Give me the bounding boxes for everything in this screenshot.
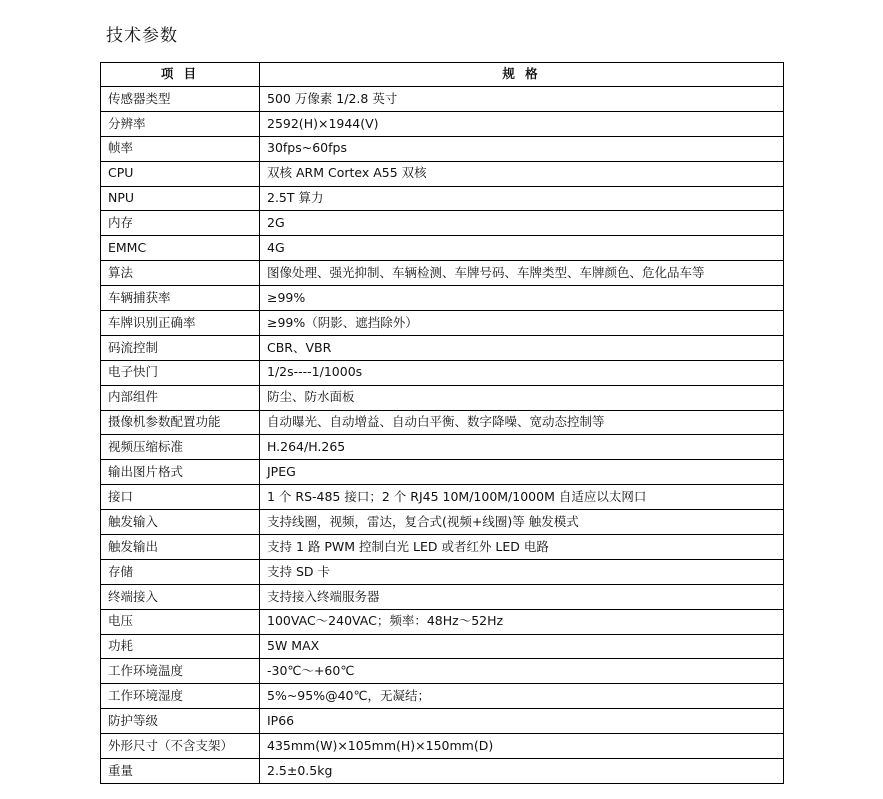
row-spec-cell: 5W MAX bbox=[260, 634, 784, 659]
table-row bbox=[101, 360, 784, 385]
table-row bbox=[101, 311, 784, 336]
row-item-cell: 电压 bbox=[101, 609, 260, 634]
table-row bbox=[101, 584, 784, 609]
row-spec-cell: H.264/H.265 bbox=[260, 435, 784, 460]
table-row bbox=[101, 186, 784, 211]
row-spec-cell: 2.5T 算力 bbox=[260, 186, 784, 211]
row-spec-cell: 防尘、防水面板 bbox=[260, 385, 784, 410]
row-spec-cell: JPEG bbox=[260, 460, 784, 485]
row-spec-cell: 支持线圈，视频，雷达，复合式(视频+线圈)等 触发模式 bbox=[260, 510, 784, 535]
row-spec-cell: 100VAC～240VAC；频率：48Hz～52Hz bbox=[260, 609, 784, 634]
row-spec-cell: 自动曝光、自动增益、自动白平衡、数字降噪、宽动态控制等 bbox=[260, 410, 784, 435]
row-spec-cell: CBR、VBR bbox=[260, 335, 784, 360]
row-item-cell: 存储 bbox=[101, 559, 260, 584]
table-header-row bbox=[101, 63, 784, 87]
row-spec-cell: 2592(H)×1944(V) bbox=[260, 111, 784, 136]
table-row bbox=[101, 759, 784, 784]
table-row bbox=[101, 510, 784, 535]
row-spec-cell: 4G bbox=[260, 236, 784, 261]
table-row bbox=[101, 535, 784, 560]
row-item-cell: 分辨率 bbox=[101, 111, 260, 136]
row-item-cell: 车辆捕获率 bbox=[101, 286, 260, 311]
table-row bbox=[101, 286, 784, 311]
row-spec-cell: 双核 ARM Cortex A55 双核 bbox=[260, 161, 784, 186]
row-spec-cell: 30fps~60fps bbox=[260, 136, 784, 161]
table-row bbox=[101, 335, 784, 360]
header-item: 项 目 bbox=[101, 63, 260, 87]
row-item-cell: 终端接入 bbox=[101, 584, 260, 609]
row-spec-cell: 2.5±0.5kg bbox=[260, 759, 784, 784]
table-row bbox=[101, 211, 784, 236]
row-item-cell: 工作环境湿度 bbox=[101, 684, 260, 709]
table-row bbox=[101, 634, 784, 659]
row-item-cell: 接口 bbox=[101, 485, 260, 510]
row-item-cell: 输出图片格式 bbox=[101, 460, 260, 485]
row-item-cell: 摄像机参数配置功能 bbox=[101, 410, 260, 435]
row-spec-cell: 支持 1 路 PWM 控制白光 LED 或者红外 LED 电路 bbox=[260, 535, 784, 560]
table-row bbox=[101, 136, 784, 161]
row-spec-cell: 1/2s----1/1000s bbox=[260, 360, 784, 385]
table-row bbox=[101, 460, 784, 485]
row-item-cell: 内存 bbox=[101, 211, 260, 236]
header-spec: 规 格 bbox=[260, 63, 784, 87]
row-item-cell: 重量 bbox=[101, 759, 260, 784]
row-item-cell: 帧率 bbox=[101, 136, 260, 161]
table-row bbox=[101, 111, 784, 136]
row-item-cell: 电子快门 bbox=[101, 360, 260, 385]
row-item-cell: 内部组件 bbox=[101, 385, 260, 410]
row-spec-cell: 支持 SD 卡 bbox=[260, 559, 784, 584]
table-row bbox=[101, 236, 784, 261]
row-spec-cell: 支持接入终端服务器 bbox=[260, 584, 784, 609]
table-row bbox=[101, 261, 784, 286]
row-item-cell: 外形尺寸（不含支架） bbox=[101, 734, 260, 759]
row-spec-cell: 435mm(W)×105mm(H)×150mm(D) bbox=[260, 734, 784, 759]
table-row bbox=[101, 684, 784, 709]
row-item-cell: CPU bbox=[101, 161, 260, 186]
row-item-cell: 车牌识别正确率 bbox=[101, 311, 260, 336]
row-item-cell: 功耗 bbox=[101, 634, 260, 659]
row-item-cell: 触发输入 bbox=[101, 510, 260, 535]
table-row bbox=[101, 435, 784, 460]
row-spec-cell: 图像处理、强光抑制、车辆检测、车牌号码、车牌类型、车牌颜色、危化品车等 bbox=[260, 261, 784, 286]
row-spec-cell: 5%~95%@40℃，无凝结； bbox=[260, 684, 784, 709]
row-spec-cell: IP66 bbox=[260, 709, 784, 734]
row-item-cell: 防护等级 bbox=[101, 709, 260, 734]
row-item-cell: 视频压缩标准 bbox=[101, 435, 260, 460]
row-spec-cell: 1 个 RS-485 接口；2 个 RJ45 10M/100M/1000M 自适应以太网口 bbox=[260, 485, 784, 510]
row-item-cell: NPU bbox=[101, 186, 260, 211]
table-body bbox=[101, 87, 784, 784]
table-row bbox=[101, 709, 784, 734]
table-row bbox=[101, 559, 784, 584]
row-spec-cell: ≥99% bbox=[260, 286, 784, 311]
table-row bbox=[101, 485, 784, 510]
row-item-cell: 工作环境温度 bbox=[101, 659, 260, 684]
table-row bbox=[101, 410, 784, 435]
row-item-cell: 触发输出 bbox=[101, 535, 260, 560]
table-row bbox=[101, 87, 784, 112]
row-spec-cell: 2G bbox=[260, 211, 784, 236]
row-item-cell: 传感器类型 bbox=[101, 87, 260, 112]
table-row bbox=[101, 659, 784, 684]
table-row bbox=[101, 609, 784, 634]
spec-table bbox=[100, 62, 784, 784]
table-row bbox=[101, 734, 784, 759]
page-title: 技术参数 bbox=[106, 26, 178, 46]
table-row bbox=[101, 385, 784, 410]
row-item-cell: 算法 bbox=[101, 261, 260, 286]
row-spec-cell: -30℃～+60℃ bbox=[260, 659, 784, 684]
row-item-cell: EMMC bbox=[101, 236, 260, 261]
row-item-cell: 码流控制 bbox=[101, 335, 260, 360]
table-row bbox=[101, 161, 784, 186]
row-spec-cell: 500 万像素 1/2.8 英寸 bbox=[260, 87, 784, 112]
row-spec-cell: ≥99%（阴影、遮挡除外） bbox=[260, 311, 784, 336]
